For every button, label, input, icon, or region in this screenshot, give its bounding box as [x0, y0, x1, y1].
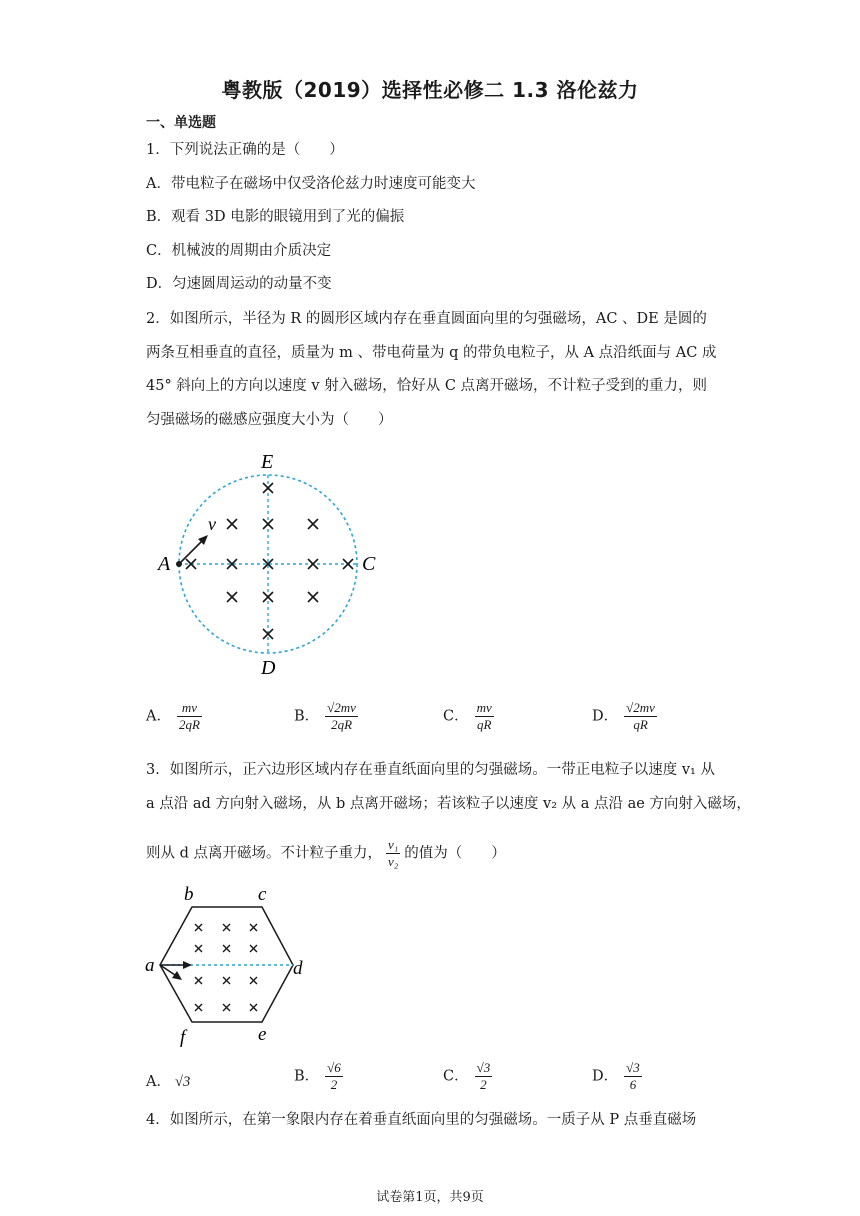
- q2-stem-line1: 2．如图所示，半径为 R 的圆形区域内存在垂直圆面向里的匀强磁场，AC 、DE 是圆的: [146, 311, 707, 327]
- q2-option-b: B． $\frac{√2mv}{2qR}$: [294, 700, 356, 732]
- q3-hexagon-figure: [140, 880, 320, 1048]
- q4-stem-line1: 4．如图所示，在第一象限内存在着垂直纸面向里的匀强磁场。一质子从 P 点垂直磁场: [146, 1112, 697, 1128]
- q2-option-d: D． $\frac{√2mv}{qR}$: [592, 700, 655, 732]
- q1-option-c: C．机械波的周期由介质决定: [146, 243, 332, 259]
- q3-option-a: A． √3: [146, 1074, 191, 1090]
- label-c: c: [258, 884, 267, 905]
- label-b: b: [184, 884, 194, 905]
- page-footer: 试卷第1页，共9页: [376, 1190, 484, 1205]
- q3-stem-line1: 3．如图所示，正六边形区域内存在垂直纸面向里的匀强磁场。一带正电粒子以速度 v₁ 从: [146, 762, 715, 778]
- q2-option-a: A． $\frac{mv}{2qR}$: [146, 700, 200, 732]
- q2-stem-line3: 45° 斜向上的方向以速度 v 射入磁场，恰好从 C 点离开磁场，不计粒子受到的重力，则: [146, 378, 708, 394]
- magnetic-field-crosses: [186, 483, 353, 639]
- q2-stem-line4: 匀强磁场的磁感应强度大小为（ ）: [146, 412, 393, 428]
- label-f: f: [180, 1027, 186, 1048]
- q1-stem: 1．下列说法正确的是（ ）: [146, 142, 344, 158]
- q2-circle-figure: [150, 446, 390, 684]
- label-a: a: [145, 955, 155, 976]
- q1-option-b: B．观看 3D 电影的眼镜用到了光的偏振: [146, 209, 405, 225]
- label-e: e: [258, 1024, 267, 1045]
- q3-stem-line2: a 点沿 ad 方向射入磁场，从 b 点离开磁场；若该粒子以速度 v₂ 从 a 点沿 ae 方向射入磁场，: [146, 796, 751, 812]
- label-a: A: [158, 553, 171, 575]
- q2-stem-line2: 两条互相垂直的直径，质量为 m 、带电荷量为 q 的带负电粒子，从 A 点沿纸面与 AC 成: [146, 345, 717, 361]
- q1-option-a: A．带电粒子在磁场中仅受洛伦兹力时速度可能变大: [146, 176, 476, 192]
- label-v: v: [208, 514, 216, 534]
- q3-option-d: D． $\frac{√3}{6}$: [592, 1060, 640, 1092]
- page-title: 粤教版（2019）选择性必修二 1.3 洛伦兹力: [221, 78, 639, 102]
- label-e: E: [261, 451, 274, 473]
- label-c: C: [362, 553, 376, 575]
- label-d: D: [261, 657, 276, 679]
- q3-stem-line3: 则从 d 点离开磁场。不计粒子重力， $\frac{\text{v₁}}{\text{v₂}}$ 的值为（ ）: [146, 837, 506, 869]
- q2-option-c: C． $\frac{mv}{qR}$: [443, 700, 492, 732]
- q3-option-b: B． $\frac{√6}{2}$: [294, 1060, 341, 1092]
- section-heading: 一、单选题: [146, 115, 216, 131]
- magnetic-field-crosses: [195, 924, 257, 1011]
- label-d: d: [293, 958, 303, 979]
- q3-option-c: C． $\frac{√3}{2}$: [443, 1060, 491, 1092]
- q1-option-d: D．匀速圆周运动的动量不变: [146, 276, 332, 292]
